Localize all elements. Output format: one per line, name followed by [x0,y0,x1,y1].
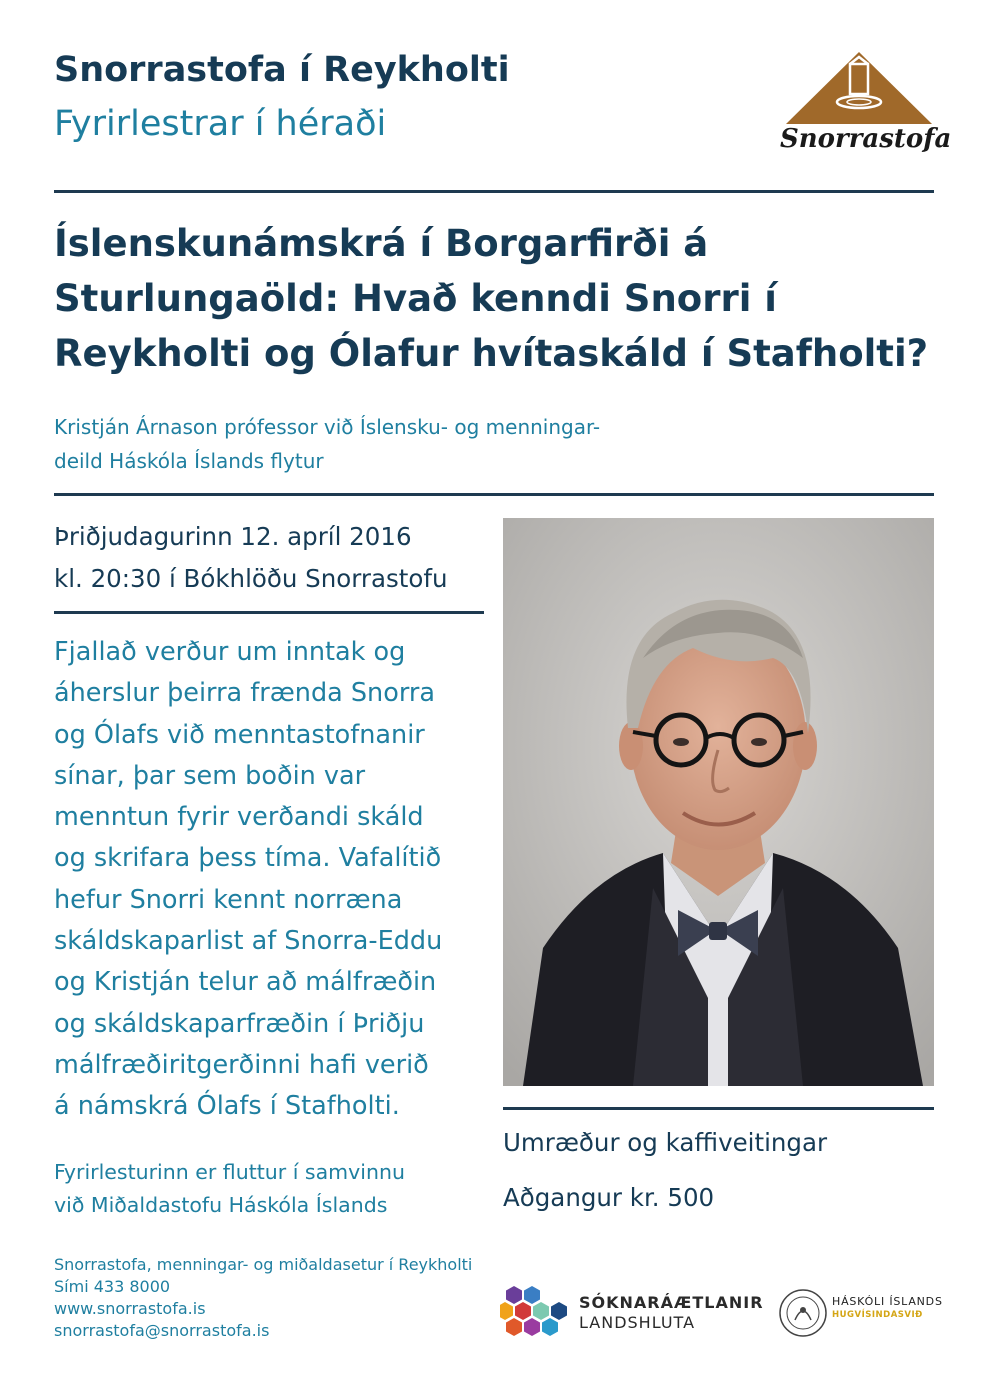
speaker-line: deild Háskóla Íslands flytur [54,449,324,473]
speaker-photo [503,518,934,1086]
description-line: og Ólafs við menntastofnanir [54,719,425,750]
discussion-note: Umræður og kaffiveitingar [503,1128,828,1157]
snorrastofa-house-icon [780,50,938,128]
snorrastofa-logo [780,50,952,160]
org-title: Snorrastofa í Reykholti [54,50,510,90]
event-date: Þriðjudagurinn 12. apríl 2016 [54,522,412,551]
admission-price: Aðgangur kr. 500 [503,1183,715,1212]
title-line: Íslenskunámskrá í Borgarfirði á [54,222,709,265]
series-title: Fyrirlestrar í héraði [54,104,387,144]
divider [503,1107,934,1110]
description-line: og skrifara þess tíma. Vafalítið [54,843,442,874]
divider [54,190,934,193]
hi-faculty: HUGVÍSINDASVIÐ [832,1310,923,1320]
event-datetime [54,516,447,600]
footer-contact [54,1254,472,1342]
contact-website: www.snorrastofa.is [54,1299,206,1318]
contact-phone: Sími 433 8000 [54,1277,171,1296]
collaboration-note [54,1156,405,1222]
event-time-place: kl. 20:30 í Bókhlöðu Snorrastofu [54,564,448,593]
description-line: málfræðiritgerðinni hafi verið [54,1049,429,1080]
description-line: skáldskaparlist af Snorra-Eddu [54,926,443,957]
university-seal-icon [778,1288,828,1338]
collaboration-line: við Miðaldastofu Háskóla Íslands [54,1193,388,1217]
description-line: og Kristján telur að málfræðin [54,967,437,998]
title-line: Reykholti og Ólafur hvítaskáld í Stafholti? [54,332,929,375]
description-line: á námskrá Ólafs í Stafholti. [54,1091,400,1122]
lecture-title [54,216,934,381]
haskoli-islands-logo [778,1283,943,1343]
description-line: hefur Snorri kennt norræna [54,884,403,915]
title-line: Sturlungaöld: Hvað kenndi Snorri í [54,277,777,320]
collaboration-line: Fyrirlesturinn er fluttur í samvinnu [54,1160,405,1184]
sokn-subtitle: LANDSHLUTA [579,1313,696,1332]
description-line: Fjallað verður um inntak og [54,637,406,667]
description-line: áherslur þeirra frænda Snorra [54,678,435,709]
speaker-info [54,410,600,478]
description-line: sínar, þar sem boðin var [54,760,366,791]
divider [54,611,484,614]
contact-email: snorrastofa@snorrastofa.is [54,1321,270,1340]
soknaraaetlanir-logo [500,1285,764,1341]
divider [54,493,934,496]
sokn-title: SÓKNARÁÆTLANIR [579,1293,764,1312]
description-line: og skáldskaparfræðin í Þriðju [54,1008,425,1039]
logo-wordmark: Snorrastofa [780,124,952,154]
speaker-line: Kristján Árnason prófessor við Íslensku- og menningar- [54,415,601,439]
hexagon-cluster-icon [500,1285,572,1341]
description-line: menntun fyrir verðandi skáld [54,802,424,833]
contact-org: Snorrastofa, menningar- og miðaldasetur í Reykholti [54,1255,473,1274]
hi-name: HÁSKÓLI ÍSLANDS [832,1295,943,1308]
lecture-description [54,632,484,1128]
